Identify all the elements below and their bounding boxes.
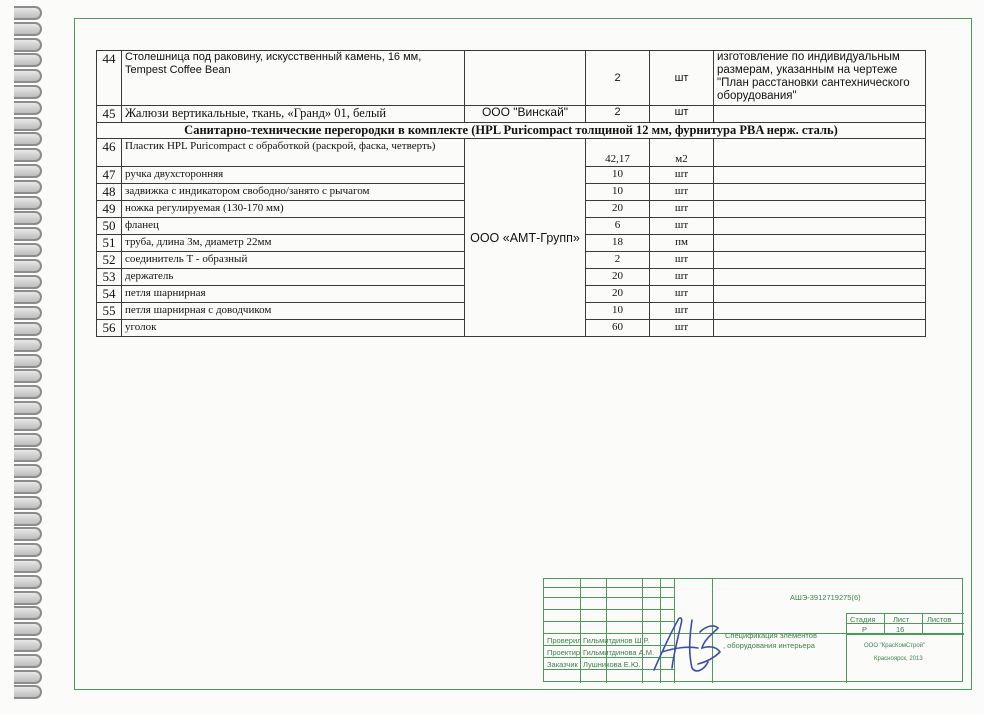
item-note <box>714 252 926 269</box>
binding-ring <box>14 354 42 368</box>
binding-ring <box>14 180 42 194</box>
binding-ring <box>14 6 42 20</box>
binding-ring <box>14 685 42 699</box>
sheets-label: Листов <box>927 615 952 624</box>
company-city: Красноярск, 2013 <box>874 656 923 662</box>
item-note <box>714 184 926 201</box>
binding-ring <box>14 385 42 399</box>
binding-ring <box>14 22 42 36</box>
item-unit: шт <box>650 218 714 235</box>
binding-ring <box>14 196 42 210</box>
item-note <box>714 218 926 235</box>
binding-ring <box>14 338 42 352</box>
item-unit: шт <box>650 303 714 320</box>
binding-ring <box>14 101 42 115</box>
binding-ring <box>14 480 42 494</box>
item-unit: пм <box>650 235 714 252</box>
item-unit: шт <box>650 51 714 106</box>
row-number: 48 <box>97 184 122 201</box>
binding-ring <box>14 638 42 652</box>
item-name: держатель <box>122 269 465 286</box>
handwritten-signature <box>648 612 726 678</box>
table-row <box>97 106 926 123</box>
item-supplier <box>465 51 586 106</box>
binding-ring <box>14 606 42 620</box>
person-customer: Лушникова Е.Ю. <box>583 660 641 669</box>
binding-ring <box>14 164 42 178</box>
item-name: Жалюзи вертикальные, ткань, «Гранд» 01, белый <box>122 106 465 123</box>
specification-table <box>96 50 926 337</box>
row-number: 44 <box>97 51 122 106</box>
row-number: 52 <box>97 252 122 269</box>
binding-ring <box>14 148 42 162</box>
binding-ring <box>14 417 42 431</box>
drawing-title-line1: Спецификация элементов <box>725 631 817 640</box>
item-unit: шт <box>650 286 714 303</box>
stage-label: Стадия <box>850 615 876 624</box>
binding-ring <box>14 433 42 447</box>
item-unit: шт <box>650 184 714 201</box>
sheet-value: 16 <box>896 625 905 634</box>
binding-ring <box>14 401 42 415</box>
binding-ring <box>14 575 42 589</box>
binding-ring <box>14 527 42 541</box>
item-name: фланец <box>122 218 465 235</box>
item-unit: шт <box>650 269 714 286</box>
item-name: ножка регулируемая (130-170 мм) <box>122 201 465 218</box>
binding-ring <box>14 85 42 99</box>
item-quantity: 2 <box>586 106 650 123</box>
item-note <box>714 106 926 123</box>
role-checked: Проверил <box>547 636 582 645</box>
item-name: ручка двухсторонняя <box>122 167 465 184</box>
spiral-binding <box>14 6 44 706</box>
item-note <box>714 235 926 252</box>
title-block <box>543 578 963 682</box>
item-quantity: 2 <box>586 51 650 106</box>
binding-ring <box>14 670 42 684</box>
binding-ring <box>14 448 42 462</box>
drawing-title-line2: , оборудования интерьера <box>723 641 815 650</box>
binding-ring <box>14 53 42 67</box>
binding-ring <box>14 243 42 257</box>
item-name: уголок <box>122 320 465 337</box>
role-customer: Заказчик <box>547 660 578 669</box>
binding-ring <box>14 591 42 605</box>
item-note <box>714 320 926 337</box>
item-unit: шт <box>650 167 714 184</box>
item-quantity: 10 <box>586 167 650 184</box>
binding-ring <box>14 117 42 131</box>
row-number: 50 <box>97 218 122 235</box>
item-quantity: 60 <box>586 320 650 337</box>
item-unit: шт <box>650 320 714 337</box>
row-number: 51 <box>97 235 122 252</box>
item-unit: шт <box>650 201 714 218</box>
item-quantity: 2 <box>586 252 650 269</box>
stage-value: Р <box>862 625 868 634</box>
binding-ring <box>14 622 42 636</box>
binding-ring <box>14 211 42 225</box>
binding-ring <box>14 259 42 273</box>
person-designer: Гильмитдинова А.М. <box>583 648 655 657</box>
item-quantity: 20 <box>586 201 650 218</box>
item-quantity: 10 <box>586 303 650 320</box>
binding-ring <box>14 306 42 320</box>
binding-ring <box>14 464 42 478</box>
item-name: соединитель Т - образный <box>122 252 465 269</box>
item-note: изготовление по индивидуальным размерам, указанным на чертеже "План расстановки сантехнического оборудования" <box>714 51 926 106</box>
row-number: 46 <box>97 139 122 167</box>
binding-ring <box>14 496 42 510</box>
binding-ring <box>14 654 42 668</box>
item-name: задвижка с индикатором свободно/занято с рычагом <box>122 184 465 201</box>
row-number: 54 <box>97 286 122 303</box>
table-row <box>97 51 926 106</box>
item-quantity: 6 <box>586 218 650 235</box>
person-checked: Гильмитдинов Ш.Р. <box>583 636 650 645</box>
item-quantity: 18 <box>586 235 650 252</box>
item-name: Пластик HPL Puricompact с обработкой (раскрой, фаска, четверть) <box>122 139 465 167</box>
binding-ring <box>14 369 42 383</box>
item-unit: м2 <box>650 139 714 167</box>
role-designer: Проектир <box>547 648 581 657</box>
binding-ring <box>14 227 42 241</box>
item-note <box>714 286 926 303</box>
sheet-label: Лист <box>893 615 910 624</box>
binding-ring <box>14 559 42 573</box>
row-number: 49 <box>97 201 122 218</box>
row-number: 56 <box>97 320 122 337</box>
item-name: петля шарнирная <box>122 286 465 303</box>
binding-ring <box>14 38 42 52</box>
section-title: Санитарно-технические перегородки в комплекте (HPL Puricompact толщиной 12 мм, фурнитура PBA нерж. сталь) <box>97 123 926 139</box>
item-name: труба, длина 3м, диаметр 22мм <box>122 235 465 252</box>
binding-ring <box>14 290 42 304</box>
row-number: 55 <box>97 303 122 320</box>
document-code: АШЭ-3912719275(6) <box>790 593 861 602</box>
item-name: Столешница под раковину, искусственный камень, 16 мм, Tempest Coffee Bean <box>122 51 465 106</box>
row-number: 45 <box>97 106 122 123</box>
binding-ring <box>14 132 42 146</box>
binding-ring <box>14 322 42 336</box>
binding-ring <box>14 275 42 289</box>
item-quantity: 20 <box>586 286 650 303</box>
item-quantity: 42,17 <box>586 139 650 167</box>
item-quantity: 20 <box>586 269 650 286</box>
company-name: ООО "КрасКомСтрой" <box>864 643 926 649</box>
row-number: 47 <box>97 167 122 184</box>
section-row <box>97 123 926 139</box>
item-quantity: 10 <box>586 184 650 201</box>
table-row <box>97 139 926 167</box>
binding-ring <box>14 512 42 526</box>
item-note <box>714 201 926 218</box>
group-supplier: ООО «АМТ-Групп» <box>465 139 586 337</box>
item-note <box>714 167 926 184</box>
item-note <box>714 269 926 286</box>
item-unit: шт <box>650 106 714 123</box>
item-unit: шт <box>650 252 714 269</box>
binding-ring <box>14 69 42 83</box>
item-name: петля шарнирная с доводчиком <box>122 303 465 320</box>
item-supplier: ООО "Винскай" <box>465 106 586 123</box>
row-number: 53 <box>97 269 122 286</box>
item-note <box>714 139 926 167</box>
item-note <box>714 303 926 320</box>
binding-ring <box>14 543 42 557</box>
